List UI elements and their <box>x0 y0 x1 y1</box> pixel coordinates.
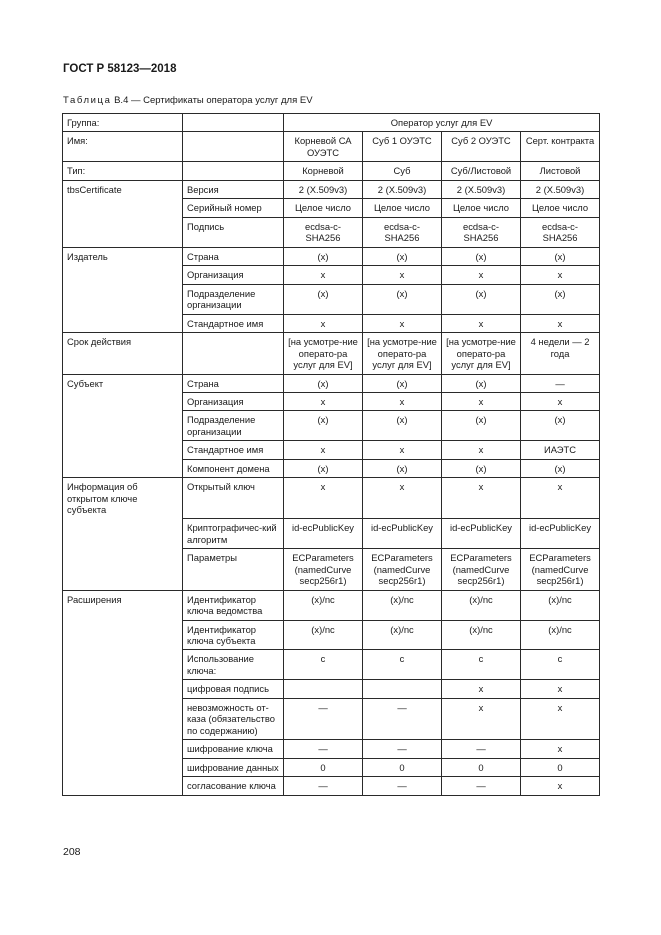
table-row <box>63 758 600 776</box>
empty-cell <box>183 132 284 162</box>
value-cell: — <box>363 777 442 795</box>
section-label: tbsCertificate <box>63 180 183 198</box>
value-cell: id-ecPublicKey <box>521 519 600 549</box>
type-cell: Листовой <box>521 162 600 180</box>
section-continuation <box>63 698 183 739</box>
field-label: Подразделение организации <box>183 411 284 441</box>
value-cell: ECParameters (namedCurve secp256r1) <box>442 549 521 590</box>
section-continuation <box>63 459 183 477</box>
table-row <box>63 180 600 198</box>
value-cell: Целое число <box>284 199 363 217</box>
value-cell: Целое число <box>521 199 600 217</box>
value-cell: x <box>284 266 363 284</box>
section-continuation <box>63 519 183 549</box>
value-cell: 4 недели — 2 года <box>521 333 600 374</box>
value-cell: ecdsa-c-SHA256 <box>284 217 363 247</box>
table-row <box>63 620 600 650</box>
section-continuation <box>63 441 183 459</box>
field-label: Параметры <box>183 549 284 590</box>
value-cell: (x)/nc <box>521 590 600 620</box>
value-cell: 2 (X.509v3) <box>284 180 363 198</box>
value-cell: Целое число <box>442 199 521 217</box>
value-cell: (x) <box>363 459 442 477</box>
value-cell: x <box>521 392 600 410</box>
value-cell: x <box>442 698 521 739</box>
value-cell: ecdsa-c-SHA256 <box>521 217 600 247</box>
group-value: Оператор услуг для EV <box>284 114 600 132</box>
value-cell: — <box>521 374 600 392</box>
value-cell: 0 <box>284 758 363 776</box>
value-cell: x <box>442 392 521 410</box>
value-cell: — <box>363 740 442 758</box>
value-cell: [на усмотре-ние операто-ра услуг для EV] <box>284 333 363 374</box>
section-label: Издатель <box>63 247 183 265</box>
value-cell: 2 (X.509v3) <box>521 180 600 198</box>
field-label: Стандартное имя <box>183 314 284 332</box>
value-cell: (x)/nc <box>442 590 521 620</box>
field-label: невозможность от-каза (обязательство по содержанию) <box>183 698 284 739</box>
empty-cell <box>183 114 284 132</box>
value-cell: (x)/nc <box>363 590 442 620</box>
value-cell: c <box>363 650 442 680</box>
value-cell: (x)/nc <box>284 620 363 650</box>
section-label: Расширения <box>63 590 183 620</box>
field-label: Страна <box>183 247 284 265</box>
value-cell: 0 <box>442 758 521 776</box>
field-label: Организация <box>183 392 284 410</box>
section-continuation <box>63 266 183 284</box>
name-row <box>63 132 600 162</box>
table-row <box>63 333 600 374</box>
value-cell: x <box>442 478 521 519</box>
field-label <box>183 333 284 374</box>
value-cell: — <box>363 698 442 739</box>
value-cell: x <box>442 314 521 332</box>
value-cell: (x) <box>284 247 363 265</box>
table-row <box>63 590 600 620</box>
value-cell <box>284 680 363 698</box>
table-row <box>63 314 600 332</box>
table-row <box>63 217 600 247</box>
value-cell: (x) <box>442 411 521 441</box>
table-caption-text: В.4 — Сертификаты оператора услуг для EV <box>114 95 313 106</box>
type-label: Тип: <box>63 162 183 180</box>
value-cell: x <box>521 740 600 758</box>
field-label: Открытый ключ <box>183 478 284 519</box>
value-cell: (x) <box>284 411 363 441</box>
value-cell: (x) <box>442 459 521 477</box>
value-cell: (x) <box>284 459 363 477</box>
value-cell: (x)/nc <box>363 620 442 650</box>
table-row <box>63 199 600 217</box>
empty-cell <box>183 162 284 180</box>
field-label: Версия <box>183 180 284 198</box>
section-label: Информация об открытом ключе субъекта <box>63 478 183 519</box>
value-cell: — <box>442 777 521 795</box>
field-label: Идентификатор ключа ведомства <box>183 590 284 620</box>
table-caption-prefix: Таблица <box>63 95 112 106</box>
value-cell: (x) <box>442 247 521 265</box>
field-label: Подпись <box>183 217 284 247</box>
value-cell: id-ecPublicKey <box>284 519 363 549</box>
type-row <box>63 162 600 180</box>
value-cell: x <box>363 441 442 459</box>
table-row <box>63 478 600 519</box>
section-continuation <box>63 740 183 758</box>
value-cell: (x) <box>284 374 363 392</box>
value-cell: ECParameters (namedCurve secp256r1) <box>284 549 363 590</box>
value-cell: id-ecPublicKey <box>442 519 521 549</box>
name-cell: Суб 2 ОУЭТС <box>442 132 521 162</box>
value-cell: (x)/nc <box>284 590 363 620</box>
table-row <box>63 740 600 758</box>
section-continuation <box>63 777 183 795</box>
section-continuation <box>63 680 183 698</box>
type-cell: Корневой <box>284 162 363 180</box>
value-cell: (x) <box>442 284 521 314</box>
value-cell: ecdsa-c-SHA256 <box>363 217 442 247</box>
field-label: цифровая подпись <box>183 680 284 698</box>
field-label: шифрование ключа <box>183 740 284 758</box>
value-cell: (x) <box>284 284 363 314</box>
value-cell: c <box>521 650 600 680</box>
section-continuation <box>63 217 183 247</box>
table-row <box>63 441 600 459</box>
section-continuation <box>63 392 183 410</box>
value-cell: c <box>284 650 363 680</box>
section-label: Срок действия <box>63 333 183 374</box>
table-row <box>63 698 600 739</box>
field-label: Подразделение организации <box>183 284 284 314</box>
table-row <box>63 777 600 795</box>
section-continuation <box>63 650 183 680</box>
value-cell: x <box>521 777 600 795</box>
field-label: Криптографичес-кий алгоритм <box>183 519 284 549</box>
section-continuation <box>63 314 183 332</box>
page-number: 208 <box>63 846 81 858</box>
value-cell: — <box>284 777 363 795</box>
field-label: Компонент домена <box>183 459 284 477</box>
value-cell: x <box>521 680 600 698</box>
value-cell: ИАЭТС <box>521 441 600 459</box>
value-cell: (x) <box>521 411 600 441</box>
field-label: Идентификатор ключа субъекта <box>183 620 284 650</box>
name-label: Имя: <box>63 132 183 162</box>
name-cell: Корневой СА ОУЭТС <box>284 132 363 162</box>
value-cell: ECParameters (namedCurve secp256r1) <box>363 549 442 590</box>
table-row <box>63 549 600 590</box>
value-cell: (x) <box>363 284 442 314</box>
value-cell: x <box>284 478 363 519</box>
group-row <box>63 114 600 132</box>
field-label: Стандартное имя <box>183 441 284 459</box>
value-cell: (x) <box>363 374 442 392</box>
table-row <box>63 266 600 284</box>
table-caption <box>63 95 313 106</box>
value-cell: (x) <box>363 411 442 441</box>
value-cell: 2 (X.509v3) <box>442 180 521 198</box>
value-cell: x <box>521 266 600 284</box>
value-cell: ecdsa-c-SHA256 <box>442 217 521 247</box>
value-cell: — <box>442 740 521 758</box>
value-cell: [на усмотре-ние операто-ра услуг для EV] <box>363 333 442 374</box>
certificates-table <box>62 113 600 796</box>
table-row <box>63 411 600 441</box>
type-cell: Суб/Листовой <box>442 162 521 180</box>
table-row <box>63 247 600 265</box>
value-cell: 2 (X.509v3) <box>363 180 442 198</box>
name-cell: Серт. контракта <box>521 132 600 162</box>
value-cell: x <box>363 314 442 332</box>
document-header: ГОСТ Р 58123—2018 <box>63 63 177 75</box>
value-cell: x <box>363 478 442 519</box>
value-cell: [на усмотре-ние операто-ра услуг для EV] <box>442 333 521 374</box>
section-continuation <box>63 549 183 590</box>
name-cell: Суб 1 ОУЭТС <box>363 132 442 162</box>
value-cell: x <box>284 314 363 332</box>
value-cell: (x)/nc <box>442 620 521 650</box>
value-cell: 0 <box>521 758 600 776</box>
value-cell: x <box>521 698 600 739</box>
table-row <box>63 284 600 314</box>
field-label: шифрование данных <box>183 758 284 776</box>
section-continuation <box>63 620 183 650</box>
field-label: Организация <box>183 266 284 284</box>
value-cell: (x) <box>521 459 600 477</box>
value-cell: (x) <box>521 247 600 265</box>
field-label: согласование ключа <box>183 777 284 795</box>
value-cell: x <box>363 392 442 410</box>
value-cell: x <box>442 266 521 284</box>
table-row <box>63 392 600 410</box>
value-cell: x <box>521 314 600 332</box>
value-cell: x <box>284 441 363 459</box>
value-cell: x <box>442 680 521 698</box>
value-cell: x <box>363 266 442 284</box>
value-cell: Целое число <box>363 199 442 217</box>
value-cell: x <box>442 441 521 459</box>
value-cell: (x)/nc <box>521 620 600 650</box>
table-row <box>63 519 600 549</box>
field-label: Серийный номер <box>183 199 284 217</box>
field-label: Страна <box>183 374 284 392</box>
section-continuation <box>63 284 183 314</box>
section-continuation <box>63 758 183 776</box>
section-label: Субъект <box>63 374 183 392</box>
value-cell: x <box>521 478 600 519</box>
value-cell: (x) <box>521 284 600 314</box>
table-row <box>63 650 600 680</box>
group-label: Группа: <box>63 114 183 132</box>
table-row <box>63 680 600 698</box>
field-label: Использование ключа: <box>183 650 284 680</box>
value-cell <box>363 680 442 698</box>
table-row <box>63 374 600 392</box>
section-continuation <box>63 199 183 217</box>
value-cell: (x) <box>363 247 442 265</box>
value-cell: id-ecPublicKey <box>363 519 442 549</box>
value-cell: ECParameters (namedCurve secp256r1) <box>521 549 600 590</box>
value-cell: 0 <box>363 758 442 776</box>
value-cell: — <box>284 698 363 739</box>
value-cell: (x) <box>442 374 521 392</box>
value-cell: x <box>284 392 363 410</box>
value-cell: c <box>442 650 521 680</box>
table-row <box>63 459 600 477</box>
type-cell: Суб <box>363 162 442 180</box>
section-continuation <box>63 411 183 441</box>
value-cell: — <box>284 740 363 758</box>
